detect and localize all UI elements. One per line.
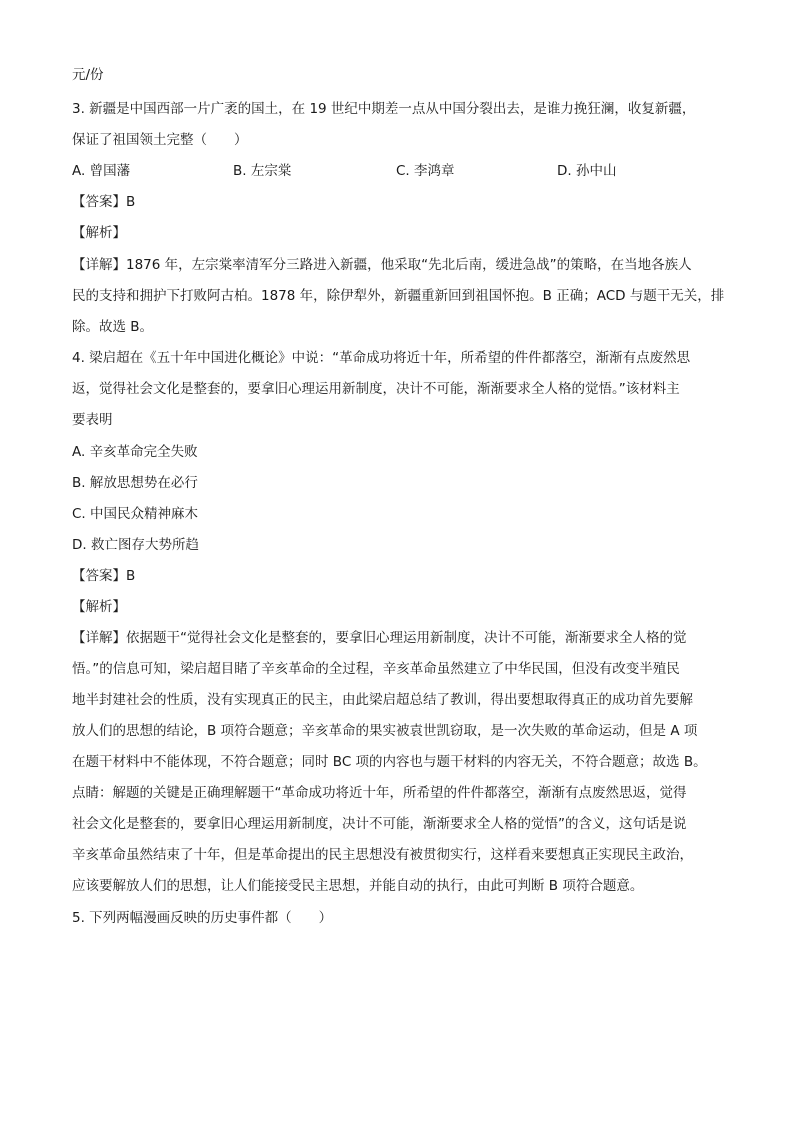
- question-5-stem: 5. 下列两幅漫画反映的历史事件都（ ）: [72, 910, 333, 926]
- q3-option-c: C. 李鸿章: [396, 163, 455, 179]
- question-3-stem: 3. 新疆是中国西部一片广袤的国土，在 19 世纪中期差一点从中国分裂出去，是谁力挽狂澜，收复新疆，: [72, 101, 696, 117]
- q4-explanation: 地半封建社会的性质，没有实现真正的民主，由此梁启超总结了教训，得出要想取得真正的成功首先要解: [72, 692, 693, 708]
- q4-analysis-heading: 【解析】: [72, 599, 126, 615]
- q4-option-d: D. 救亡图存大势所趋: [72, 537, 199, 553]
- q3-option-d: D. 孙中山: [557, 163, 617, 179]
- question-4-stem: 要表明: [72, 412, 113, 428]
- q4-explanation: 在题干材料中不能体现，不符合题意；同时 BC 项的内容也与题干材料的内容无关，不符合题意；故选 B。: [72, 754, 707, 770]
- q4-option-a: A. 辛亥革命完全失败: [72, 444, 198, 460]
- q3-explanation: 民的支持和拥护下打败阿古柏。1878 年，除伊犁外，新疆重新回到祖国怀抱。B 正确；ACD 与题干无关，排: [72, 288, 725, 304]
- q4-explanation: 【详解】依据题干“觉得社会文化是整套的，要拿旧心理运用新制度，决计不可能，渐渐要求全人格的觉: [72, 630, 687, 646]
- q3-answer: 【答案】B: [72, 194, 136, 210]
- question-4-stem: 4. 梁启超在《五十年中国进化概论》中说：“革命成功将近十年，所希望的件件都落空，渐渐有点废然思: [72, 350, 691, 366]
- q3-explanation: 【详解】1876 年，左宗棠率清军分三路进入新疆，他采取“先北后南，缓进急战”的策略，在当地各族人: [72, 257, 692, 273]
- q3-analysis-heading: 【解析】: [72, 225, 126, 241]
- q4-comment: 应该要解放人们的思想，让人们能接受民主思想，并能自动的执行，由此可判断 B 项符合题意。: [72, 878, 644, 894]
- q3-option-a: A. 曾国藩: [72, 163, 131, 179]
- text-line: 元/份: [72, 67, 104, 83]
- q4-comment: 社会文化是整套的，要拿旧心理运用新制度，决计不可能，渐渐要求全人格的觉悟”的含义，这句话是说: [72, 816, 687, 832]
- q4-option-b: B. 解放思想势在必行: [72, 475, 198, 491]
- q4-explanation: 放人们的思想的结论，B 项符合题意；辛亥革命的果实被袁世凯窃取，是一次失败的革命运动，但是 A 项: [72, 723, 698, 739]
- q4-comment: 辛亥革命虽然结束了十年，但是革命提出的民主思想没有被贯彻实行，这样看来要想真正实现民主政治，: [72, 847, 693, 863]
- question-4-stem: 返，觉得社会文化是整套的，要拿旧心理运用新制度，决计不可能，渐渐要求全人格的觉悟。”该材料主: [72, 381, 680, 397]
- q3-option-b: B. 左宗棠: [233, 163, 292, 179]
- q4-answer: 【答案】B: [72, 568, 136, 584]
- question-3-stem-cont: 保证了祖国领土完整（ ）: [72, 132, 248, 148]
- q3-explanation: 除。故选 B。: [72, 319, 154, 335]
- q4-explanation: 悟。”的信息可知，梁启超目睹了辛亥革命的全过程，辛亥革命虽然建立了中华民国，但没有改变半殖民: [72, 661, 680, 677]
- q4-option-c: C. 中国民众精神麻木: [72, 506, 199, 522]
- q4-comment: 点睛：解题的关键是正确理解题干“革命成功将近十年，所希望的件件都落空，渐渐有点废然思返，觉得: [72, 785, 687, 801]
